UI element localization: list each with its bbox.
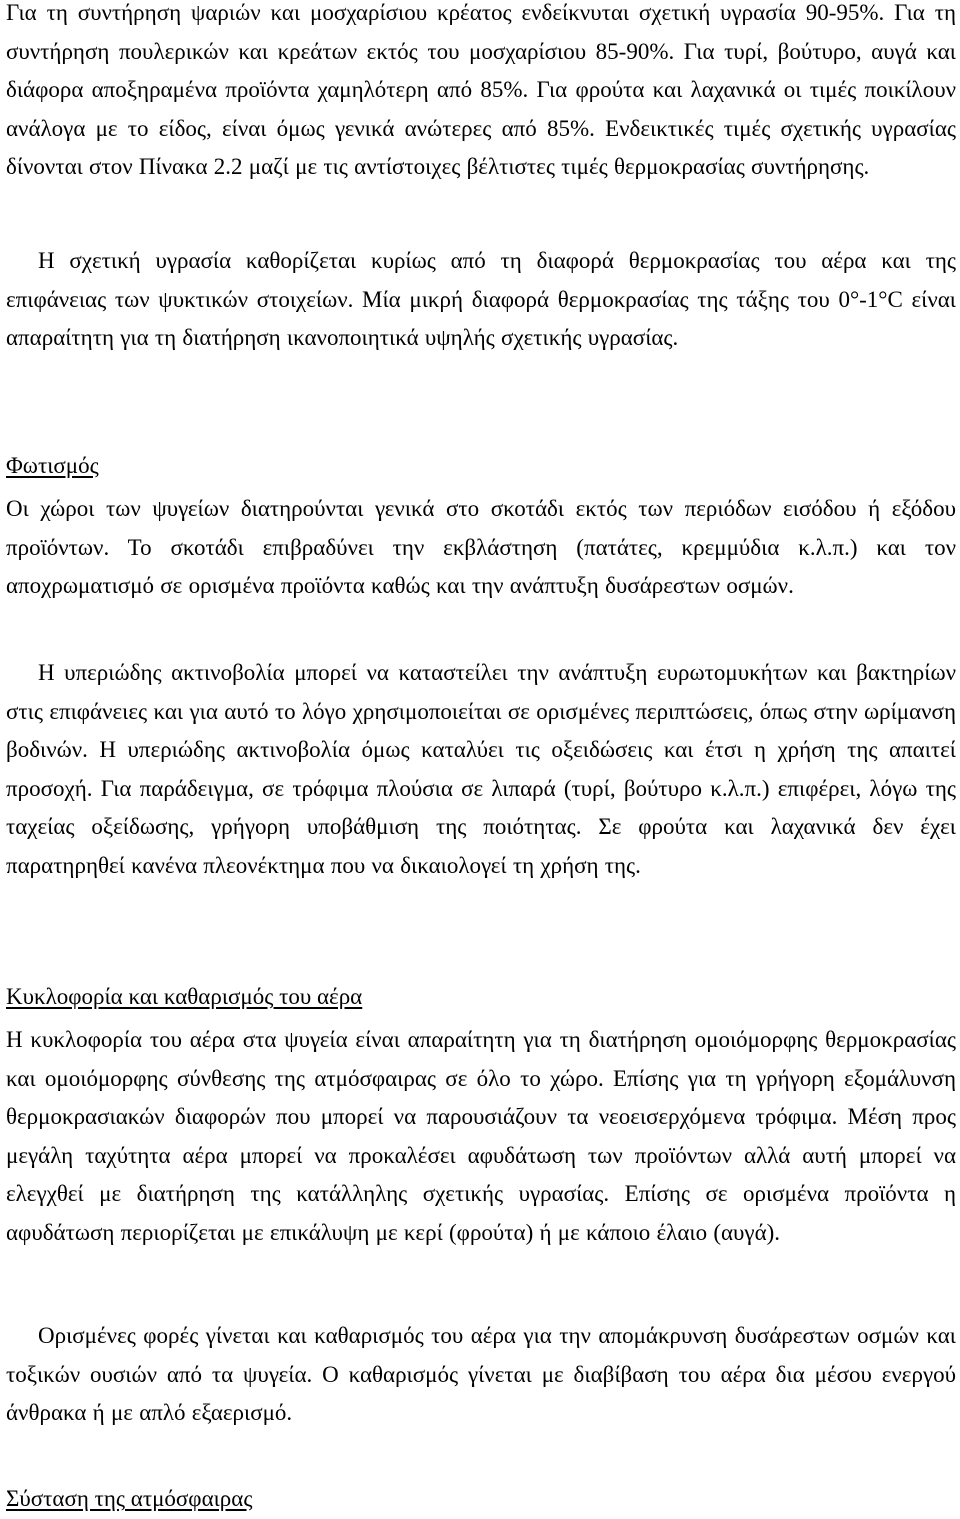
paragraph-uv-radiation: Η υπεριώδης ακτινοβολία μπορεί να καταστείλει την ανάπτυξη ευρωτομυκήτων και βακτηρίων στις επιφάνειες και για αυτό το λόγο χρησιμοποιείται σε ορισμένες περιπτώσεις, όπως στην ωρίμανση βοδινών. Η υπεριώδης ακτινοβολία όμως καταλύει τις οξειδώσεις και έτσι η χρήση της απαιτεί προσοχή. Για παράδειγμα, σε τρόφιμα πλούσια σε λιπαρά (τυρί, βούτυρο κ.λ.π.) επιφέρει, λόγω της ταχείας οξείδωσης, γρήγορη υποβάθμιση της ποιότητας. Σε φρούτα και λαχανικά δεν έχει παρατηρηθεί κανένα πλεονέκτημα που να δικαιολογεί τη χρήση της. — [6, 660, 956, 878]
paragraph-humidity-values: Για τη συντήρηση ψαριών και μοσχαρίσιου κρέατος ενδείκνυται σχετική υγρασία 90-95%. Για τη συντήρηση πουλερικών και κρεάτων εκτός του μοσχαρίσιου 85-90%. Για τυρί, βούτυρο, αυγά και διάφορα αποξηραμένα προϊόντα χαμηλότερη από 85%. Για φρούτα και λαχανικά οι τιμές ποικίλουν ανάλογα με το είδος, είναι όμως γενικά ανώτερες από 85%. Ενδεικτικές τιμές σχετικής υγρασίας δίνονται στον Πίνακα 2.2 μαζί με τις αντίστοιχες βέλτιστες τιμές θερμοκρασίας συντήρησης. — [6, 0, 956, 180]
paragraph-humidity-control: Η σχετική υγρασία καθορίζεται κυρίως από τη διαφορά θερμοκρασίας του αέρα και της επιφάνειας των ψυκτικών στοιχείων. Μία μικρή διαφορά θερμοκρασίας της τάξης του 0°-1°C είναι απαραίτητη για τη διατήρηση ικανοποιητικά υψηλής σχετικής υγρασίας. — [6, 248, 956, 351]
heading-atmosphere-composition: Σύσταση της ατμόσφαιρας — [6, 1486, 253, 1511]
heading-lighting: Φωτισμός — [6, 453, 99, 478]
heading-air-circulation: Κυκλοφορία και καθαρισμός του αέρα — [6, 984, 363, 1009]
paragraph-air-circulation: Η κυκλοφορία του αέρα στα ψυγεία είναι απαραίτητη για τη διατήρηση ομοιόμορφης θερμοκρασίας και ομοιόμορφης σύνθεσης της ατμόσφαιρας σε όλο το χώρο. Επίσης για τη γρήγορη εξομάλυνση θερμοκρασιακών διαφορών που μπορεί να παρουσιάζουν τα νεοεισερχόμενα τρόφιμα. Μέση προς μεγάλη ταχύτητα αέρα μπορεί να προκαλέσει αφυδάτωση των προϊόντων αλλά αυτή μπορεί να ελεγχθεί με διατήρηση της κατάλληλης σχετικής υγρασίας. Επίσης σε ορισμένα προϊόντα η αφυδάτωση περιορίζεται με επικάλυψη με κερί (φρούτα) ή με κάποιο έλαιο (αυγά). — [6, 1027, 956, 1245]
paragraph-air-cleaning: Ορισμένες φορές γίνεται και καθαρισμός του αέρα για την απομάκρυνση δυσάρεστων οσμών και τοξικών ουσιών από τα ψυγεία. Ο καθαρισμός γίνεται με διαβίβαση του αέρα δια μέσου ενεργού άνθρακα ή με απλό εξαερισμό. — [6, 1323, 956, 1426]
paragraph-darkness: Οι χώροι των ψυγείων διατηρούνται γενικά στο σκοτάδι εκτός των περιόδων εισόδου ή εξόδου προϊόντων. Το σκοτάδι επιβραδύνει την εκβλάστηση (πατάτες, κρεμμύδια κ.λ.π.) και τον αποχρωματισμό σε ορισμένα προϊόντα καθώς και την ανάπτυξη δυσάρεστων οσμών. — [6, 496, 956, 599]
